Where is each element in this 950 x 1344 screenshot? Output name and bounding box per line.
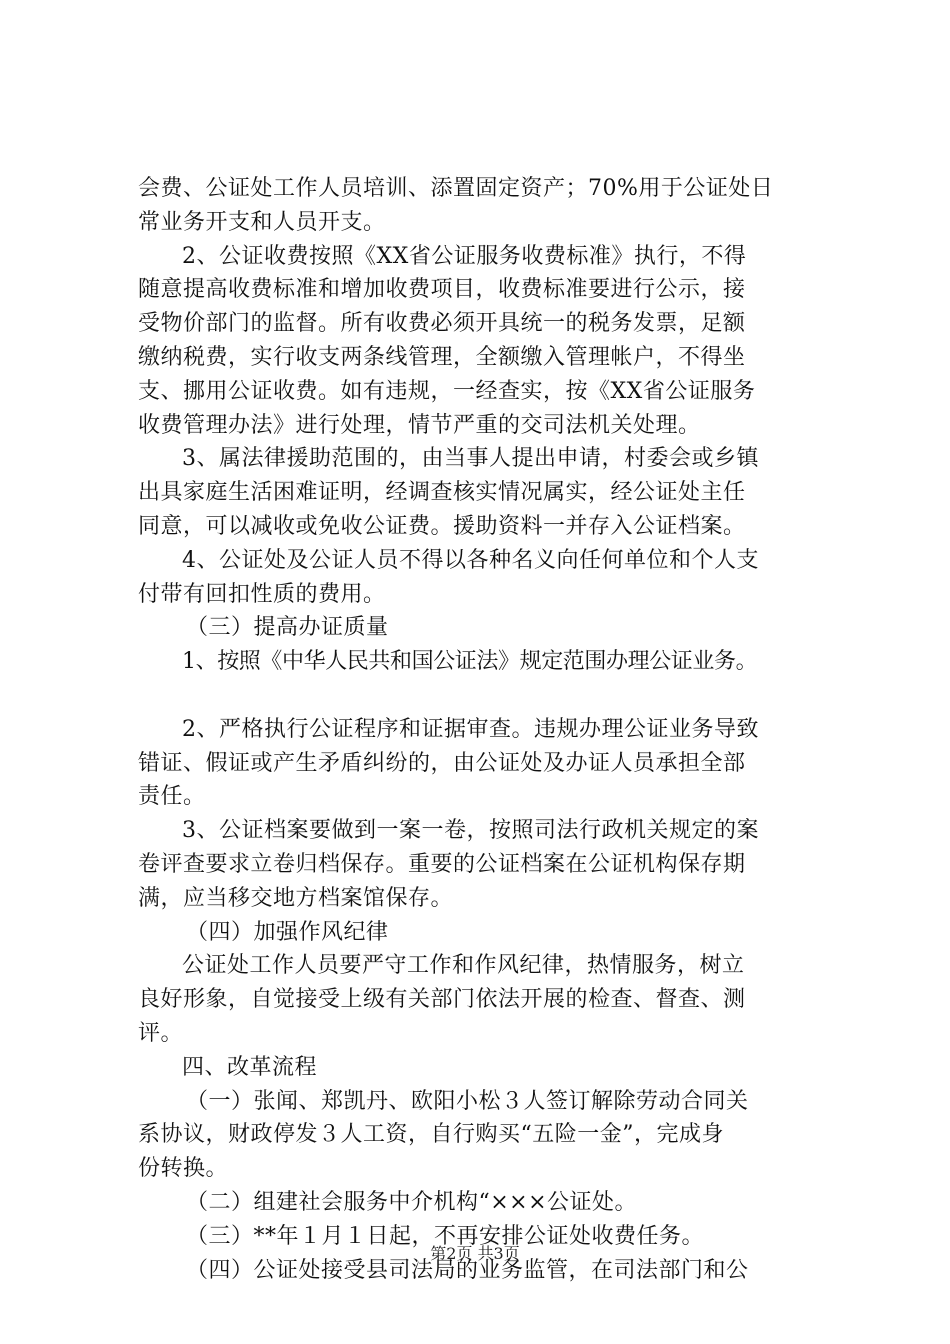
section-heading: （四）加强作风纪律 [186,919,389,945]
text-line: 常业务开支和人员开支。 [138,209,386,235]
text-line: 责任。 [138,784,206,810]
text-line: 公证处工作人员要严守工作和作风纪律，热情服务，树立 [182,953,745,979]
text-line: 会费、公证处工作人员培训、添置固定资产；70%用于公证处日 [138,176,774,201]
text-line: 缴纳税费，实行收支两条线管理，全额缴入管理帐户，不得坐 [138,344,746,370]
text-line: 卷评查要求立卷归档保存。重要的公证档案在公证机构保存期 [138,851,746,877]
text-line: 1、按照《中华人民共和国公证法》规定范围办理公证业务。 [182,649,758,675]
text-line: 评。 [138,1020,184,1046]
text-line: 满，应当移交地方档案馆保存。 [138,885,454,911]
text-line: （二）组建社会服务中介机构“×××公证处。 [186,1189,638,1215]
text-line: 3、公证档案要做到一案一卷，按照司法行政机关规定的案 [182,818,759,844]
blank-line [138,679,850,713]
page-number: 第2页 共3页 [430,1244,520,1263]
text-line: 份转换。 [138,1156,229,1182]
text-line: 3、属法律援助范围的，由当事人提出申请，村委会或乡镇 [182,446,759,472]
text-line: 支、挪用公证收费。如有违规，一经查实，按《XX省公证服务 [138,378,756,404]
text-line: 付带有回扣性质的费用。 [138,581,386,607]
text-line: 4、公证处及公证人员不得以各种名义向任何单位和个人支 [182,547,759,573]
text-line: 出具家庭生活困难证明，经调查核实情况属实，经公证处主任 [138,480,746,506]
section-heading: （三）提高办证质量 [186,615,389,641]
text-line: 错证、假证或产生矛盾纠纷的，由公证处及办证人员承担全部 [138,750,746,776]
text-line: 良好形象，自觉接受上级有关部门依法开展的检查、督查、测 [138,987,746,1013]
text-line: 同意，可以减收或免收公证费。援助资料一并存入公证档案。 [138,513,746,539]
text-line: 受物价部门的监督。所有收费必须开具统一的税务发票，足额 [138,311,746,337]
text-line: 系协议，财政停发３人工资，自行购买“五险一金”，完成身 [138,1122,724,1148]
text-line: 2、公证收费按照《XX省公证服务收费标准》执行，不得 [182,243,747,269]
section-heading: 四、改革流程 [182,1054,318,1080]
text-line: 2、严格执行公证程序和证据审查。违规办理公证业务导致 [182,716,759,742]
text-line: （一）张闻、郑凯丹、欧阳小松３人签订解除劳动合同关 [186,1088,749,1114]
text-line: （四）公证处接受县司法局的业务监管，在司法部门和公 [186,1257,749,1283]
document-body [138,172,850,1287]
text-line: （三）**年１月１日起，不再安排公证处收费任务。 [186,1223,705,1249]
text-line: 收费管理办法》进行处理，情节严重的交司法机关处理。 [138,412,701,438]
text-line: 随意提高收费标准和增加收费项目，收费标准要进行公示，接 [138,277,746,303]
